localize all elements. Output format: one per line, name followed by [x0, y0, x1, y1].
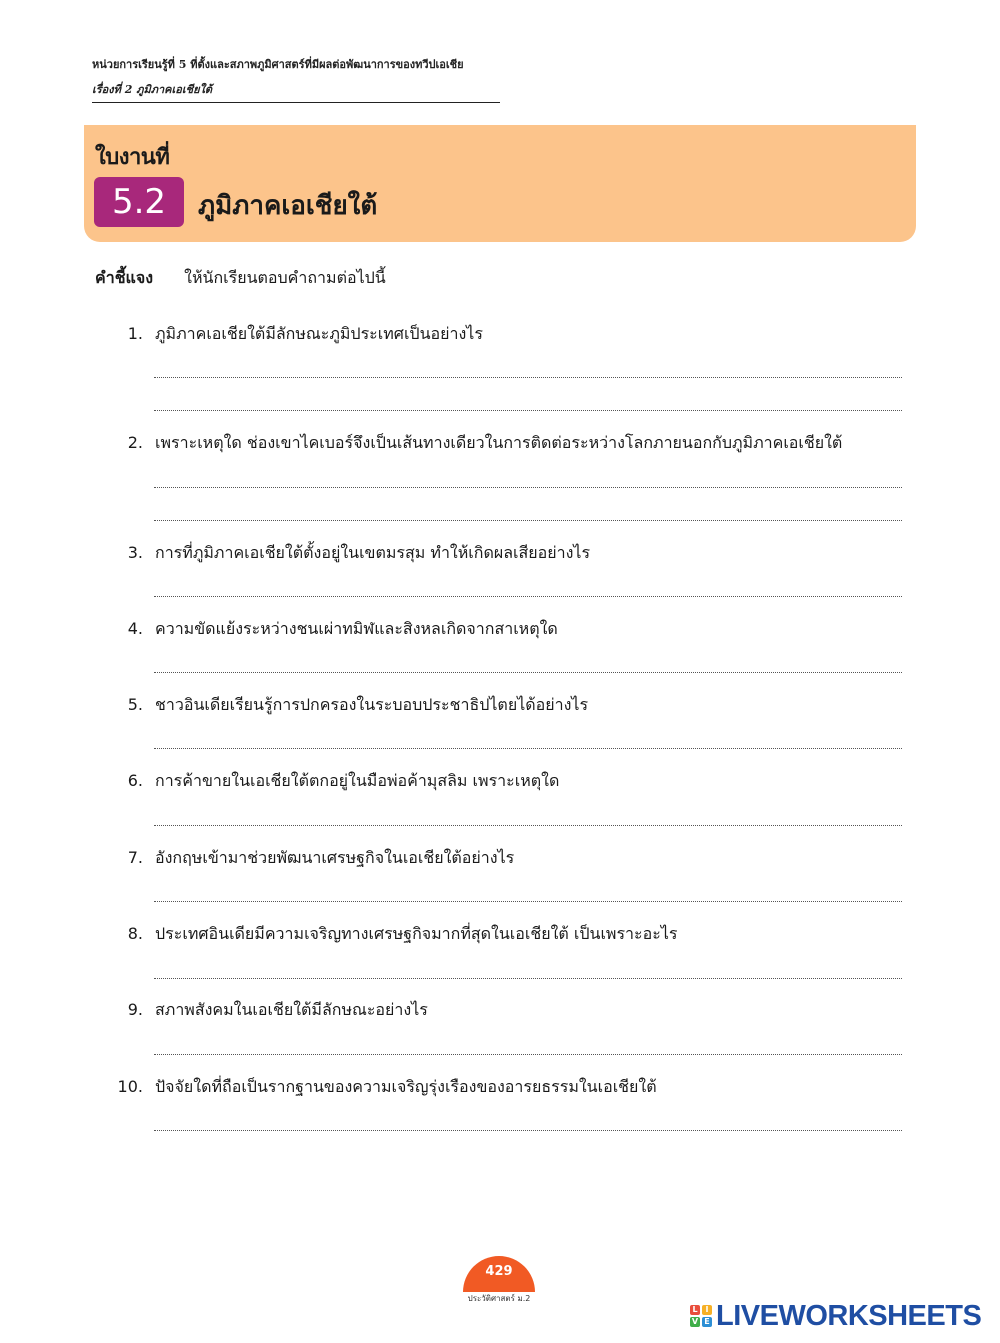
question-9: [112, 998, 912, 1023]
question-number: 7.: [127, 848, 143, 867]
question-number: 5.: [127, 695, 143, 714]
instructions: [95, 266, 386, 291]
answer-line[interactable]: [154, 1054, 902, 1055]
logo-text: LIVEWORKSHEETS: [716, 1299, 982, 1332]
worksheet-number-badge: 5.2: [94, 177, 184, 227]
worksheet-banner: [84, 125, 916, 242]
header-rule: [92, 102, 500, 103]
question-2: [112, 431, 912, 456]
question-number: 1.: [127, 324, 143, 343]
question-text: การที่ภูมิภาคเอเชียใต้ตั้งอยู่ในเขตมรสุม ทำให้เกิดผลเสียอย่างไร: [155, 543, 591, 562]
question-number: 4.: [127, 619, 143, 638]
liveworksheets-logo: [690, 1301, 981, 1331]
question-text: เพราะเหตุใด ช่องเขาไคเบอร์จึงเป็นเส้นทางเดียวในการติดต่อระหว่างโลกภายนอกกับภูมิภาคเอเชียใต้: [155, 433, 843, 452]
question-4: [112, 617, 912, 642]
worksheet-title: ภูมิภาคเอเชียใต้: [198, 191, 378, 221]
answer-line[interactable]: [154, 487, 902, 488]
question-6: [112, 769, 912, 794]
logo-grid-icon: [690, 1305, 712, 1327]
question-5: [112, 693, 912, 718]
question-text: ภูมิภาคเอเชียใต้มีลักษณะภูมิประเทศเป็นอย่างไร: [155, 324, 483, 343]
logo-letter: V: [691, 1317, 699, 1326]
book-title: ประวัติศาสตร์ ม.2: [467, 1294, 531, 1303]
answer-line[interactable]: [154, 901, 902, 902]
answer-line[interactable]: [154, 672, 902, 673]
question-8: [112, 922, 912, 947]
instructions-label: คำชี้แจง: [95, 268, 154, 287]
question-text: การค้าขายในเอเชียใต้ตกอยู่ในมือพ่อค้ามุสลิม เพราะเหตุใด: [155, 771, 560, 790]
question-3: [112, 541, 912, 566]
question-7: [112, 846, 912, 871]
question-text: ชาวอินเดียเรียนรู้การปกครองในระบอบประชาธิปไตยได้อย่างไร: [155, 695, 589, 714]
page-number: 429: [485, 1264, 513, 1279]
answer-line[interactable]: [154, 978, 902, 979]
question-1: [112, 322, 912, 347]
logo-letter: E: [702, 1317, 712, 1327]
question-number: 3.: [127, 543, 143, 562]
question-text: ความขัดแย้งระหว่างชนเผ่าทมิฬและสิงหลเกิดจากสาเหตุใด: [155, 619, 558, 638]
instructions-text: ให้นักเรียนตอบคำถามต่อไปนี้: [184, 268, 386, 287]
answer-line[interactable]: [154, 520, 902, 521]
worksheet-label: ใบงานที่: [95, 145, 170, 170]
logo-letter: I: [702, 1305, 712, 1315]
question-number: 2.: [127, 433, 143, 452]
topic-header: เรื่องที่ 2 ภูมิภาคเอเชียใต้: [92, 83, 213, 96]
answer-line[interactable]: [154, 825, 902, 826]
question-text: ประเทศอินเดียมีความเจริญทางเศรษฐกิจมากที่สุดในเอเชียใต้ เป็นเพราะอะไร: [155, 924, 678, 943]
unit-header: หน่วยการเรียนรู้ที่ 5 ที่ตั้งและสภาพภูมิศาสตร์ที่มีผลต่อพัฒนาการของทวีปเอเชีย: [92, 58, 464, 71]
question-number: 9.: [127, 1000, 143, 1019]
answer-line[interactable]: [154, 748, 902, 749]
question-number: 8.: [127, 924, 143, 943]
question-text: อังกฤษเข้ามาช่วยพัฒนาเศรษฐกิจในเอเชียใต้อย่างไร: [155, 848, 515, 867]
logo-letter: L: [690, 1305, 700, 1315]
question-text: สภาพสังคมในเอเชียใต้มีลักษณะอย่างไร: [155, 1000, 428, 1019]
answer-line[interactable]: [154, 377, 902, 378]
answer-line[interactable]: [154, 1130, 902, 1131]
question-number: 6.: [127, 771, 143, 790]
question-10: [112, 1075, 912, 1100]
answer-line[interactable]: [154, 410, 902, 411]
question-number: 10.: [117, 1077, 143, 1096]
question-text: ปัจจัยใดที่ถือเป็นรากฐานของความเจริญรุ่งเรืองของอารยธรรมในเอเชียใต้: [155, 1077, 657, 1096]
answer-line[interactable]: [154, 596, 902, 597]
